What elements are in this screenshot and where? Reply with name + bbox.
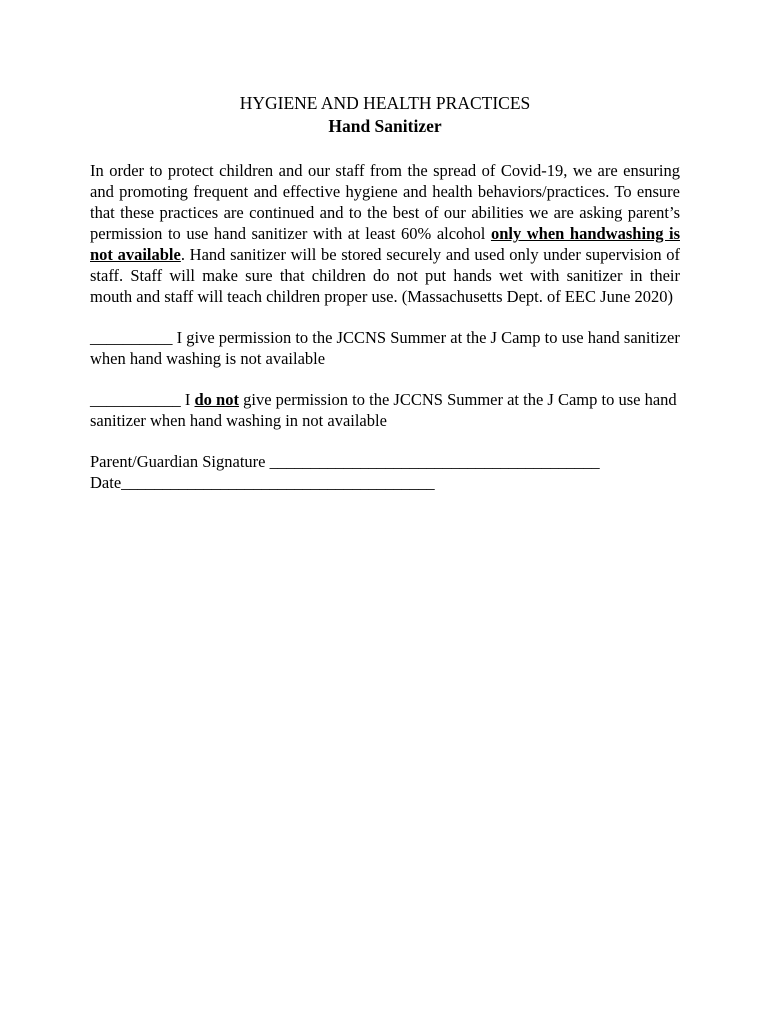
body-paragraph-part1: In order to protect children and our staff from the spread of Covid-19, we are ensuring and promoting frequent and effective hygiene and health behaviors/practices. To ensure that these practices are continued and to the best of our abilities we are asking parent’s permission to use hand sanitizer with at least 60% alcohol <box>90 161 680 243</box>
permission-deny-option <box>90 389 680 431</box>
permission-give-text: I give permission to the JCCNS Summer at the J Camp to use hand sanitizer when hand washing is not available <box>90 328 680 368</box>
document-title: HYGIENE AND HEALTH PRACTICES <box>239 93 531 113</box>
permission-deny-text: give permission to the JCCNS Summer at the J Camp to use hand sanitizer when hand washing in not available <box>90 390 677 430</box>
permission-deny-blank[interactable]: ___________ <box>90 390 181 409</box>
body-paragraph-part2: . Hand sanitizer will be stored securely and used only under supervision of staff. Staff will make sure that children do not put hands wet with sanitizer in their mouth and staff will teach children proper use. (Massachusetts Dept. of EEC June 2020) <box>90 245 680 306</box>
body-paragraph <box>90 160 680 307</box>
signature-field[interactable]: ________________________________________ <box>269 452 600 471</box>
permission-deny-emphasis: do not <box>194 390 239 409</box>
permission-deny-prefix: I <box>180 390 195 409</box>
date-field[interactable]: ______________________________________ <box>121 473 435 492</box>
body-paragraph-emphasis: only when handwashing is not available <box>90 224 680 264</box>
signature-line <box>90 451 680 472</box>
document-subtitle: Hand Sanitizer <box>328 116 442 136</box>
document-content <box>90 92 680 493</box>
signature-label: Parent/Guardian Signature <box>90 452 270 471</box>
permission-give-option <box>90 327 680 369</box>
date-line <box>90 472 680 493</box>
permission-give-blank[interactable]: __________ <box>90 328 173 347</box>
date-label: Date <box>90 473 122 492</box>
